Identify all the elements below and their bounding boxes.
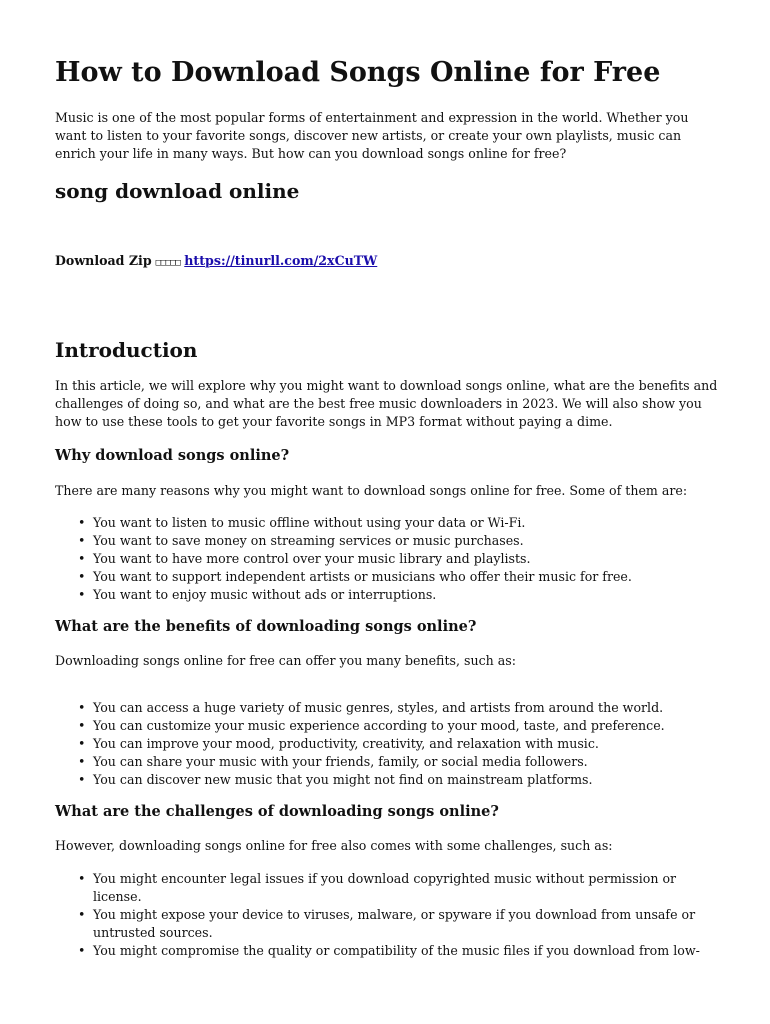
list-item-text: You can customize your music experience according to your mood, taste, and preference. (93, 718, 665, 733)
placeholder-glyphs: □□□□□ (155, 258, 181, 268)
bullet-icon: • (78, 569, 86, 584)
bullet-icon: • (78, 943, 86, 958)
introduction-paragraph: In this article, we will explore why you might want to download songs online, what are the benefits and challenges of doing so, and what are the best free music downloaders in 2023. We will also show you how to use these tools to get your favorite songs in MP3 format without paying a dime. (55, 378, 718, 429)
list-item (78, 532, 720, 550)
why-list (55, 514, 720, 604)
bullet-icon: • (78, 736, 86, 751)
bullet-icon: • (78, 754, 86, 769)
list-item-text: You can access a huge variety of music genres, styles, and artists from around the world. (93, 700, 664, 715)
list-item (78, 514, 720, 532)
bullet-icon: • (78, 700, 86, 715)
list-item (78, 753, 720, 771)
list-item (78, 870, 720, 906)
list-item-text: You can share your music with your friends, family, or social media followers. (93, 754, 588, 769)
benefits-paragraph: Downloading songs online for free can offer you many benefits, such as: (55, 653, 516, 668)
challenges-list (55, 870, 720, 960)
benefits-list (55, 699, 720, 789)
challenges-paragraph: However, downloading songs online for free also comes with some challenges, such as: (55, 838, 613, 853)
list-item-text: You want to enjoy music without ads or interruptions. (93, 587, 437, 602)
bullet-icon: • (78, 515, 86, 530)
list-item-text: You can discover new music that you might not find on mainstream platforms. (93, 772, 593, 787)
list-item (78, 568, 720, 586)
bullet-icon: • (78, 551, 86, 566)
list-item (78, 735, 720, 753)
introduction-heading: Introduction (55, 338, 198, 362)
page-title: How to Download Songs Online for Free (55, 57, 661, 88)
list-item-text: You might encounter legal issues if you download copyrighted music without permission or license. (93, 871, 677, 904)
list-item-text: You want to listen to music offline without using your data or Wi-Fi. (93, 515, 526, 530)
why-paragraph: There are many reasons why you might want to download songs online for free. Some of them are: (55, 483, 688, 498)
list-item (78, 586, 720, 604)
bullet-icon: • (78, 533, 86, 548)
list-item-text: You might expose your device to viruses, malware, or spyware if you download from unsafe or untrusted sources. (93, 907, 696, 940)
list-item-text: You want to save money on streaming services or music purchases. (93, 533, 524, 548)
challenges-heading: What are the challenges of downloading songs online? (55, 803, 499, 820)
list-item (78, 699, 720, 717)
list-item (78, 717, 720, 735)
list-item-text: You can improve your mood, productivity, creativity, and relaxation with music. (93, 736, 599, 751)
bullet-icon: • (78, 907, 86, 922)
list-item (78, 942, 720, 960)
list-item (78, 906, 720, 942)
download-label: Download Zip (55, 253, 152, 268)
download-line (55, 252, 377, 272)
list-item-text: You want to have more control over your music library and playlists. (93, 551, 531, 566)
list-item-text: You want to support independent artists or musicians who offer their music for free. (93, 569, 632, 584)
bullet-icon: • (78, 587, 86, 602)
download-link[interactable]: https://tinurll.com/2xCuTW (184, 253, 378, 268)
list-item-text: You might compromise the quality or compatibility of the music files if you download from low- (93, 943, 700, 958)
bullet-icon: • (78, 772, 86, 787)
bullet-icon: • (78, 871, 86, 886)
subtitle-heading: song download online (55, 179, 300, 203)
benefits-heading: What are the benefits of downloading songs online? (55, 618, 477, 635)
intro-paragraph: Music is one of the most popular forms of entertainment and expression in the world. Whether you want to listen to your favorite songs, discover new artists, or create your own playlists, music can enrich your life in many ways. But how can you download songs online for free? (55, 110, 689, 161)
list-item (78, 550, 720, 568)
why-heading: Why download songs online? (55, 447, 290, 464)
list-item (78, 771, 720, 789)
bullet-icon: • (78, 718, 86, 733)
